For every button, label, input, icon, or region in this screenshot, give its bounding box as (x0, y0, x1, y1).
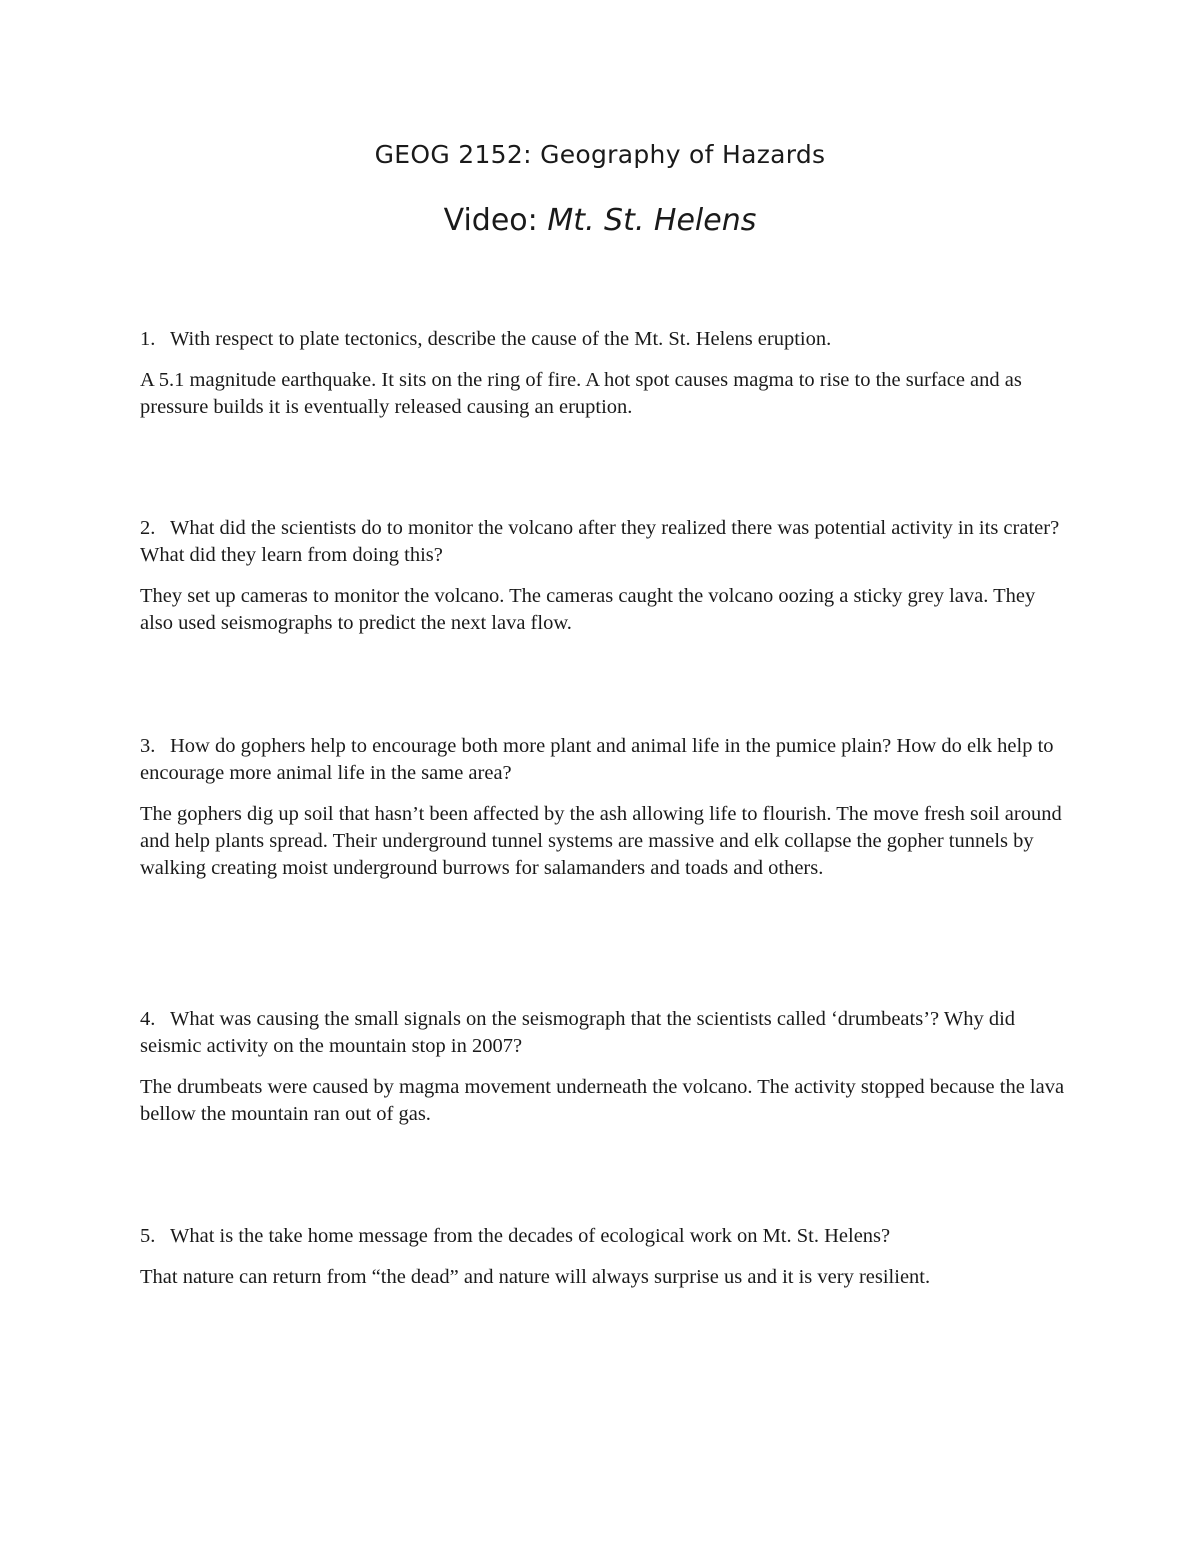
question-prompt: With respect to plate tectonics, describe the cause of the Mt. St. Helens eruption. (170, 328, 832, 350)
video-title-name: Mt. St. Helens (547, 203, 757, 238)
video-title-prefix: Video: (443, 203, 548, 238)
answer-text: They set up cameras to monitor the volcano. The cameras caught the volcano oozing a sticky grey lava. They also used seismographs to predict the next lava flow. (140, 585, 1036, 634)
question-block-4 (140, 1006, 1065, 1128)
question-number: 1. (140, 328, 156, 350)
question-block-5 (140, 1223, 1065, 1291)
question-prompt: What did the scientists do to monitor the volcano after they realized there was potential activity in its crater? What did they learn from doing this? (140, 517, 1060, 566)
course-title: GEOG 2152: Geography of Hazards (374, 140, 826, 169)
question-text (140, 1006, 1065, 1060)
question-prompt: What is the take home message from the decades of ecological work on Mt. St. Helens? (170, 1225, 891, 1247)
question-text (140, 733, 1065, 787)
answer-text: The gophers dig up soil that hasn’t been affected by the ash allowing life to flourish. The move fresh soil around and help plants spread. Their underground tunnel systems are massive and elk collapse the gopher tunnels by walking creating moist underground burrows for salamanders and toads and others. (140, 803, 1062, 879)
question-text (140, 326, 1065, 353)
question-number: 3. (140, 735, 156, 757)
question-text (140, 1223, 1065, 1250)
question-prompt: What was causing the small signals on the seismograph that the scientists called ‘drumbeats’? Why did seismic activity on the mountain stop in 2007? (140, 1008, 1016, 1057)
question-block-3 (140, 733, 1065, 882)
question-block-1 (140, 326, 1065, 421)
question-text (140, 515, 1065, 569)
answer-text: That nature can return from “the dead” and nature will always surprise us and it is very resilient. (140, 1266, 931, 1288)
question-block-2 (140, 515, 1065, 637)
answer-text: A 5.1 magnitude earthquake. It sits on the ring of fire. A hot spot causes magma to rise to the surface and as pressure builds it is eventually released causing an eruption. (140, 369, 1022, 418)
video-title (0, 203, 1200, 238)
question-prompt: How do gophers help to encourage both more plant and animal life in the pumice plain? How do elk help to encourage more animal life in the same area? (140, 735, 1054, 784)
question-number: 4. (140, 1008, 156, 1030)
question-number: 2. (140, 517, 156, 539)
question-number: 5. (140, 1225, 156, 1247)
answer-text: The drumbeats were caused by magma movement underneath the volcano. The activity stopped because the lava bellow the mountain ran out of gas. (140, 1076, 1065, 1125)
